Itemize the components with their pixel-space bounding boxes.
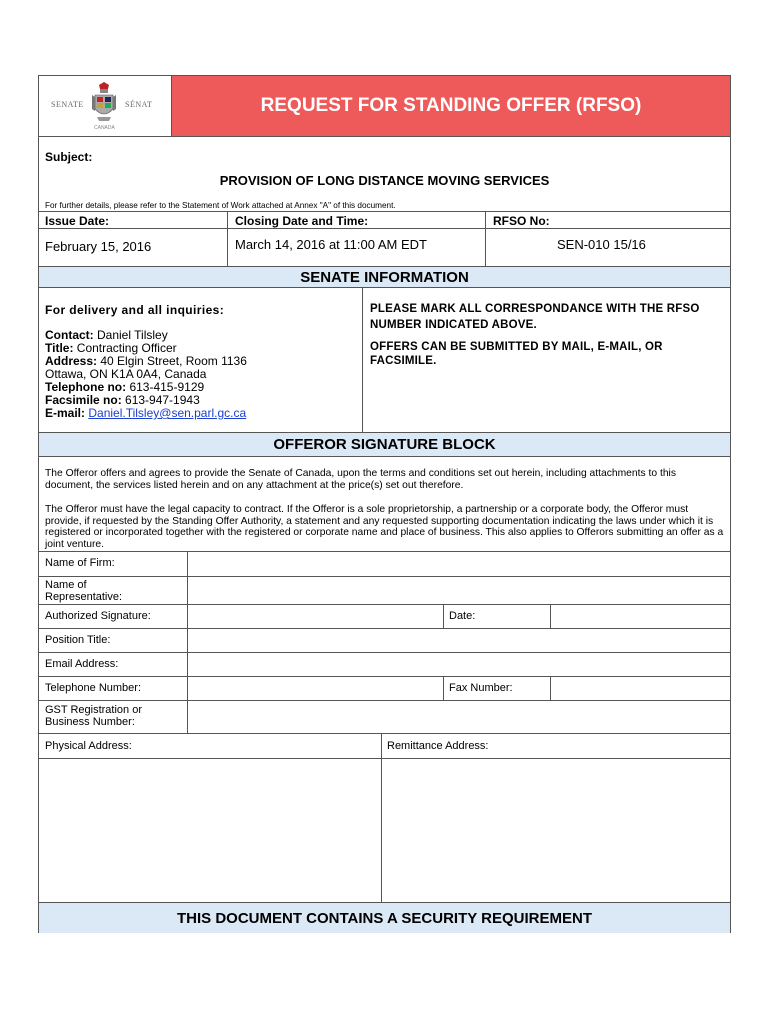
closing-date-label: Closing Date and Time: <box>235 214 369 228</box>
physical-address-label: Physical Address: <box>45 740 132 752</box>
logo-left-text: SENATE <box>51 100 84 109</box>
email-link[interactable]: Daniel.Tilsley@sen.parl.gc.ca <box>88 406 247 420</box>
senate-logo <box>39 76 171 136</box>
date-label: Date: <box>449 610 476 622</box>
logo-right-text: SÉNAT <box>125 100 153 109</box>
telephone-line: Telephone no: 613-415-9129 <box>45 380 205 394</box>
remittance-address-label: Remittance Address: <box>387 740 489 752</box>
representative-label: Name of Representative: <box>45 579 123 603</box>
address-line-2: Ottawa, ON K1A 0A4, Canada <box>45 367 207 381</box>
telephone-number-label: Telephone Number: <box>45 682 142 694</box>
security-requirement-banner: THIS DOCUMENT CONTAINS A SECURITY REQUIREMENT <box>39 902 730 933</box>
issue-date-label: Issue Date: <box>45 214 110 228</box>
gst-registration-label: GST Registration or Business Number: <box>45 704 143 728</box>
remittance-address-field[interactable] <box>382 759 731 902</box>
representative-field[interactable] <box>188 577 731 604</box>
closing-date-value: March 14, 2016 at 11:00 AM EDT <box>235 237 427 252</box>
authorized-signature-field[interactable] <box>188 605 443 628</box>
gst-registration-field[interactable] <box>188 701 731 733</box>
position-title-field[interactable] <box>188 629 731 652</box>
submission-notice: OFFERS CAN BE SUBMITTED BY MAIL, E-MAIL, OR FACSIMILE. <box>370 341 663 367</box>
title-line: Title: Contracting Officer <box>45 341 177 355</box>
offer-agreement-paragraph: The Offeror offers and agrees to provide the Senate of Canada, upon the terms and conditions set out herein, including attachments to this document, the services listed herein and on any attachment at the price(s) set out therefore. <box>45 468 676 491</box>
rfso-form <box>38 75 731 933</box>
offeror-signature-heading: OFFEROR SIGNATURE BLOCK <box>39 432 730 457</box>
physical-address-field[interactable] <box>39 759 381 902</box>
rfso-number-value: SEN-010 15/16 <box>557 237 646 252</box>
facsimile-line: Facsimile no: 613-947-1943 <box>45 393 200 407</box>
firm-name-field[interactable] <box>188 552 731 576</box>
logo-sub-text: CANADA <box>94 125 115 131</box>
delivery-info <box>45 304 247 420</box>
correspondence-notice: PLEASE MARK ALL CORRESPONDANCE WITH THE RFSO NUMBER INDICATED ABOVE. <box>370 303 700 331</box>
senate-crest-icon <box>91 81 117 125</box>
firm-name-label: Name of Firm: <box>45 557 115 569</box>
rfso-number-label: RFSO No: <box>493 214 550 228</box>
email-line: E-mail: Daniel.Tilsley@sen.parl.gc.ca <box>45 406 247 420</box>
email-address-label: Email Address: <box>45 658 119 670</box>
delivery-label: For delivery and all inquiries: <box>45 303 225 317</box>
legal-capacity-paragraph: The Offeror must have the legal capacity to contract. If the Offeror is a sole proprietorship, a partnership or a corporate body, the Offeror must provide, if requested by the Standing Offer Authority, a statement and any requested supporting documentation indicating the laws under which it is registered or incorporated together with the registered or corporate name and place of business. This also applies to Offerors submitting an offer as a joint venture. <box>45 504 724 550</box>
date-field[interactable] <box>551 605 731 628</box>
document-title: REQUEST FOR STANDING OFFER (RFSO) <box>171 76 730 136</box>
fax-number-field[interactable] <box>551 677 731 700</box>
fax-number-label: Fax Number: <box>449 682 513 694</box>
senate-information-heading: SENATE INFORMATION <box>39 266 730 288</box>
position-title-label: Position Title: <box>45 634 111 646</box>
authorized-signature-label: Authorized Signature: <box>45 610 151 622</box>
address-line: Address: 40 Elgin Street, Room 1136 <box>45 354 247 368</box>
subject-note: For further details, please refer to the Statement of Work attached at Annex "A" of this document. <box>45 201 396 210</box>
issue-date-value: February 15, 2016 <box>45 239 152 254</box>
subject-label: Subject: <box>45 150 93 164</box>
subject-value: PROVISION OF LONG DISTANCE MOVING SERVICES <box>219 173 550 188</box>
telephone-number-field[interactable] <box>188 677 443 700</box>
email-address-field[interactable] <box>188 653 731 676</box>
contact-line: Contact: Daniel Tilsley <box>45 328 168 342</box>
